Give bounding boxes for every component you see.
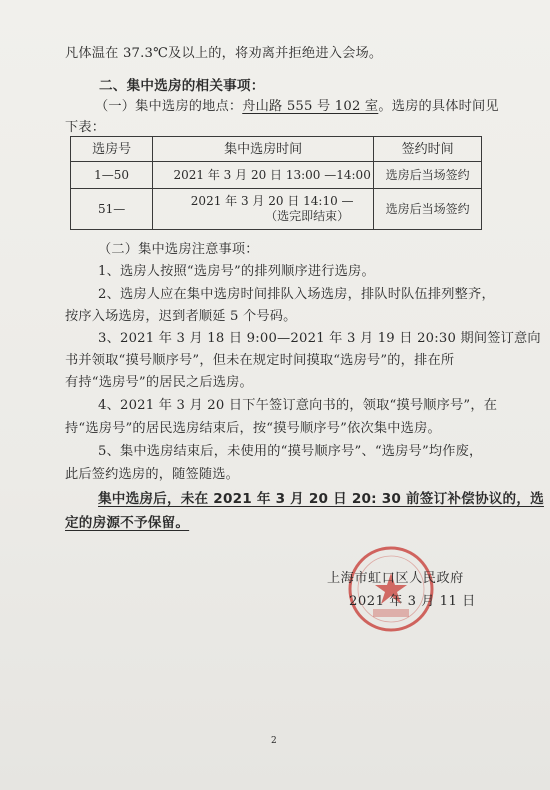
cell-room-range: 51— xyxy=(71,189,153,230)
cell-signing-time: 选房后当场签约 xyxy=(374,162,482,189)
cell-selection-time xyxy=(153,189,374,230)
place-suffix: 。选房的具体时间见 xyxy=(378,99,499,114)
signing-date: 2021 年 3 月 11 日 xyxy=(349,594,476,609)
table-row xyxy=(71,162,482,189)
official-seal-icon xyxy=(345,543,437,635)
note-3-line2: 书并领取“摸号顺序号”，但未在规定时间摸取“选房号”的，排在所 xyxy=(65,353,455,368)
warning-line2: 定的房源不予保留。 xyxy=(65,515,190,531)
note-2-line1: 2、选房人应在集中选房时间排队入场选房，排队时队伍排列整齐， xyxy=(98,287,495,302)
note-5-line1: 5、集中选房结束后，未使用的“摸号顺序号”、“选房号”均作废， xyxy=(98,444,483,459)
note-1: 1、选房人按照“选房号”的排列顺序进行选房。 xyxy=(98,264,375,279)
cell-time-line2: （选完即结束） xyxy=(265,209,350,223)
section-2-title: 二、集中选房的相关事项： xyxy=(99,78,265,94)
table-header-row xyxy=(71,137,482,162)
place-address: 舟山路 555 号 102 室 xyxy=(242,99,379,114)
place-paragraph xyxy=(95,99,499,115)
place-paragraph-line2: 下表： xyxy=(65,120,106,135)
note-3-line1: 3、2021 年 3 月 18 日 9:00—2021 年 3 月 19 日 20:30 期间签订意向 xyxy=(98,331,541,346)
place-prefix: （一）集中选房的地点： xyxy=(95,99,243,114)
signer-name: 上海市虹口区人民政府 xyxy=(327,571,464,586)
cell-time-line1: 2021 年 3 月 20 日 14:10 — xyxy=(190,194,354,208)
note-5-line2: 此后签约选房的，随签随选。 xyxy=(65,467,240,482)
header-room-number: 选房号 xyxy=(71,137,153,162)
schedule-table xyxy=(70,136,482,230)
header-signing-time: 签约时间 xyxy=(374,137,482,162)
note-4-line2: 持“选房号”的居民选房结束后，按“摸号顺序号”依次集中选房。 xyxy=(65,421,441,436)
temperature-notice: 凡体温在 37.3℃及以上的，将劝离并拒绝进入会场。 xyxy=(65,46,383,61)
warning-line1: 集中选房后，未在 2021 年 3 月 20 日 20: 30 前签订补偿协议的，选 xyxy=(98,491,544,507)
cell-signing-time: 选房后当场签约 xyxy=(374,189,482,230)
note-2-line2: 按序入场选房，迟到者顺延 5 个号码。 xyxy=(65,309,297,324)
page-number: 2 xyxy=(271,736,277,746)
note-4-line1: 4、2021 年 3 月 20 日下午签订意向书的，领取“摸号顺序号”，在 xyxy=(98,398,498,413)
table-row xyxy=(71,189,482,230)
cell-selection-time: 2021 年 3 月 20 日 13:00 —14:00 xyxy=(153,162,374,189)
header-selection-time: 集中选房时间 xyxy=(153,137,374,162)
cell-room-range: 1—50 xyxy=(71,162,153,189)
note-3-line3: 有持“选房号”的居民之后选房。 xyxy=(65,375,253,390)
notes-title: （二）集中选房注意事项： xyxy=(98,242,259,257)
